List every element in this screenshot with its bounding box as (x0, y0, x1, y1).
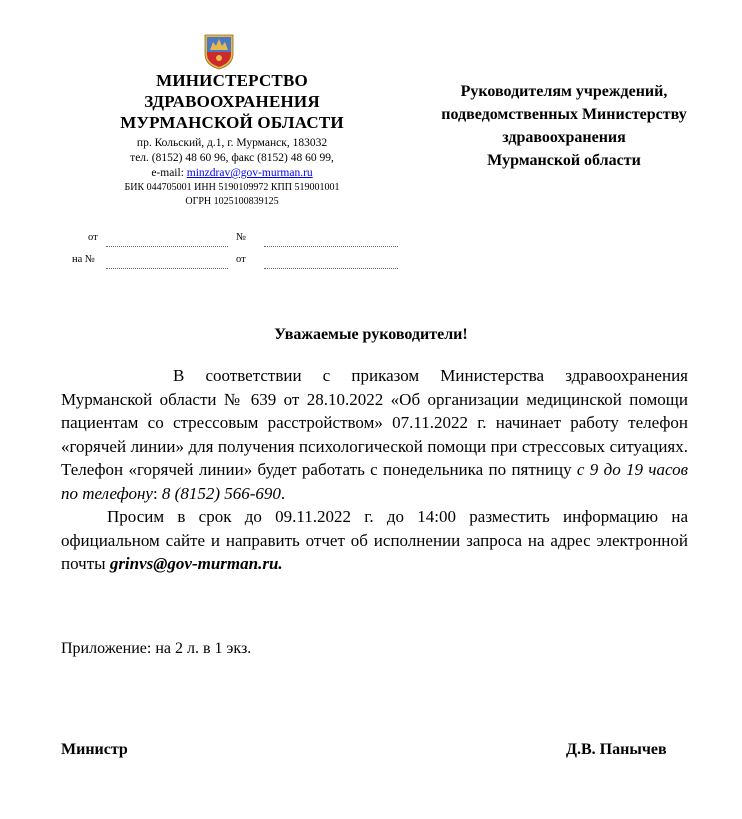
paragraph-1 (61, 364, 688, 505)
addressee-line-4: Мурманской области (487, 152, 641, 169)
organization-header (98, 70, 366, 209)
reg-from-label: от (88, 232, 98, 243)
signatory-name: Д.В. Панычев (566, 741, 667, 758)
reg-ref-date-line (264, 268, 398, 269)
report-email: grinvs@gov-murman.ru. (109, 554, 283, 573)
email-label: e-mail: (151, 167, 187, 179)
reg-ref-number-line (106, 268, 228, 269)
reg-ref-from-label: от (236, 254, 246, 265)
hotline-phone: 8 (8152) 566-690 (161, 483, 281, 503)
reg-date-line (106, 246, 228, 247)
reg-number-label: № (236, 232, 247, 243)
signatory-title: Министр (61, 741, 128, 758)
addressee (410, 80, 718, 172)
hotline-colon: : (152, 483, 162, 503)
org-bank-details: БИК 044705001 ИНН 5190109972 КПП 519001001 (124, 182, 340, 193)
letter-body (61, 364, 688, 576)
paragraph-1-end: . (280, 483, 286, 503)
hotline-hours: с 9 до 19 часов по телефону (61, 460, 688, 503)
reg-ref-label: на № (72, 254, 95, 265)
coat-of-arms-icon (204, 34, 234, 70)
addressee-line-2: подведомственных Министерству (441, 106, 687, 123)
org-email-line (98, 166, 366, 181)
org-email-link[interactable]: minzdrav@gov-murman.ru (186, 167, 313, 179)
reg-number-line (264, 246, 398, 247)
greeting: Уважаемые руководители! (274, 326, 468, 343)
paragraph-2 (61, 505, 688, 576)
paragraph-1-text: В соответствии с приказом Министерства здравоохранения Мурманской области № 639 от 28.10.2022 «Об организации медицинской помощи пациентам со стрессовым расстройством» 07.11.2022 г. начинает работу телефон «горячей линии» для получения психологической помощи при стрессовых ситуациях. Телефон «горячей линии» будет работать с понедельника по пятницу (61, 366, 688, 479)
org-name-line-2: ЗДРАВООХРАНЕНИЯ (144, 92, 320, 111)
org-address: пр. Кольский, д.1, г. Мурманск, 183032 (136, 137, 328, 149)
paragraph-2-text: Просим в срок до 09.11.2022 г. до 14:00 разместить информацию на официальном сайте и направить отчет об исполнении запроса на адрес электронной почты (61, 507, 688, 573)
org-ogrn: ОГРН 1025100839125 (185, 196, 279, 207)
org-phone: тел. (8152) 48 60 96, факс (8152) 48 60 99, (130, 152, 334, 164)
addressee-line-3: здравоохранения (502, 129, 626, 146)
attachment-note: Приложение: на 2 л. в 1 экз. (61, 640, 252, 657)
addressee-line-1: Руководителям учреждений, (460, 83, 668, 100)
org-name-line-1: МИНИСТЕРСТВО (156, 71, 308, 90)
org-name-line-3: МУРМАНСКОЙ ОБЛАСТИ (120, 113, 344, 132)
